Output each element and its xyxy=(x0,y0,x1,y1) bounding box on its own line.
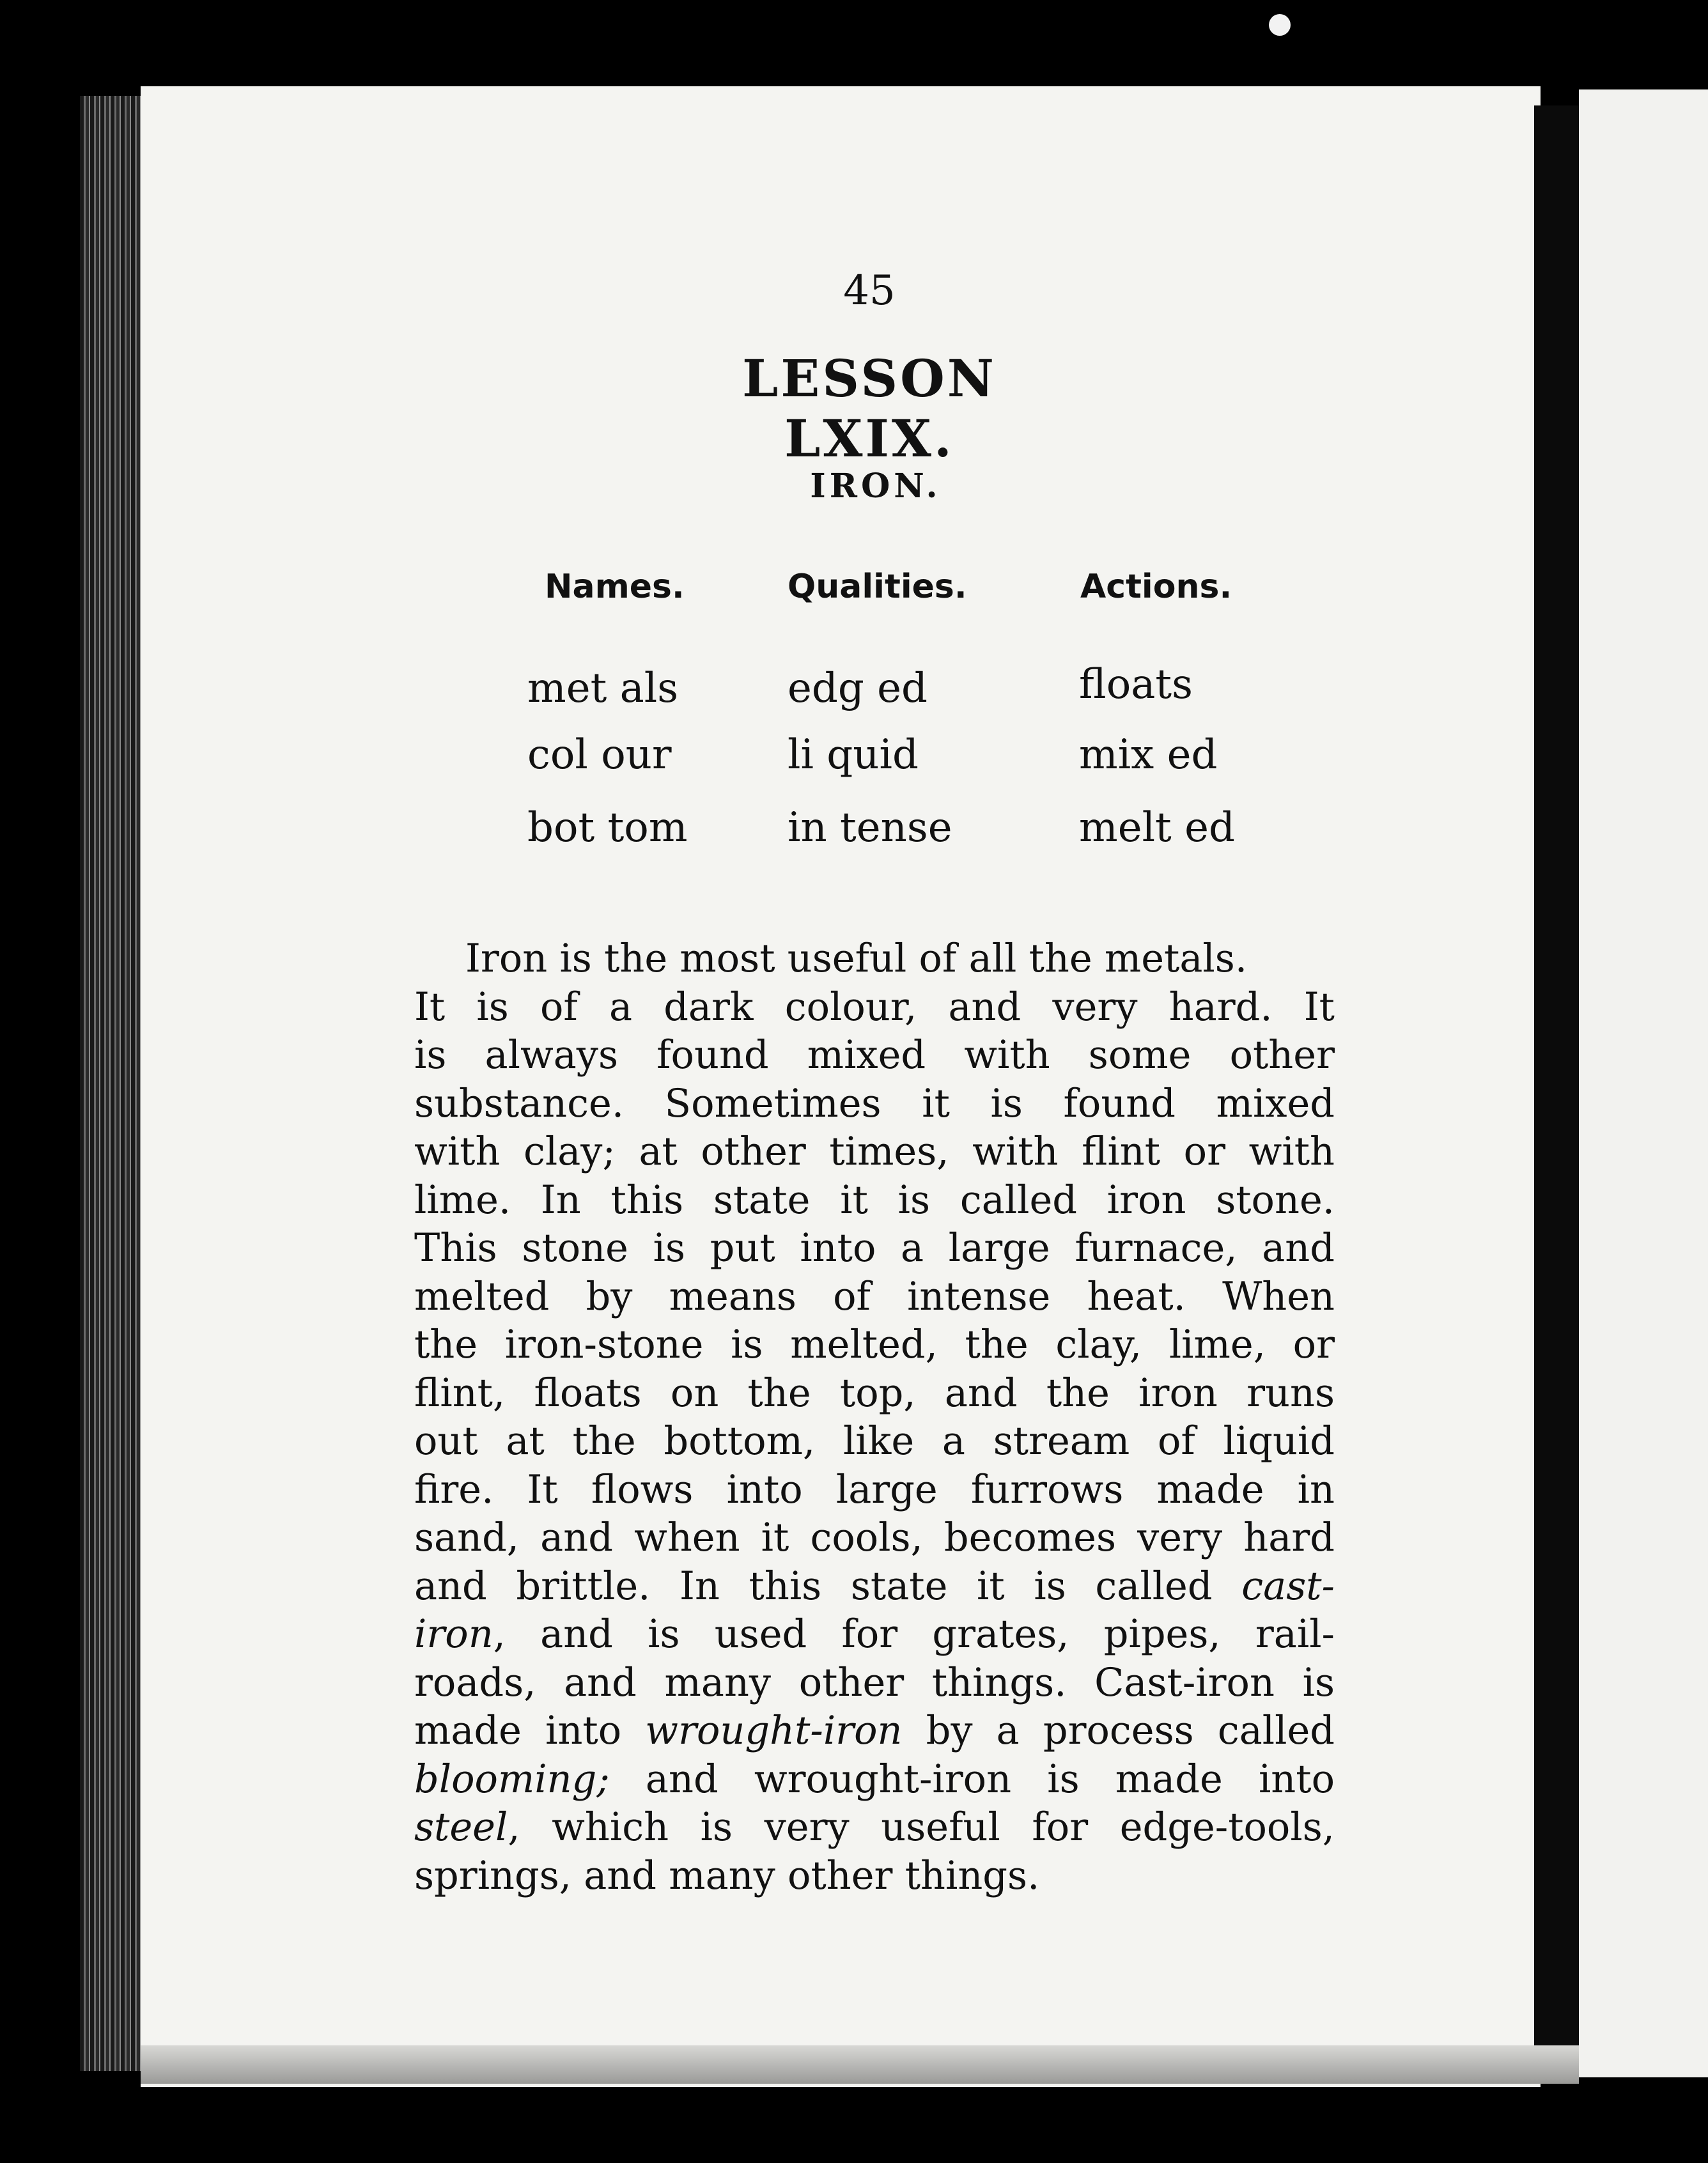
text-run: made into xyxy=(414,1709,646,1753)
paragraph-line xyxy=(414,1659,1335,1708)
text-run: with clay; at other times, with flint or with xyxy=(414,1129,1335,1174)
word-actions-2: mix ed xyxy=(1079,731,1218,779)
paragraph-line xyxy=(414,1804,1335,1852)
lesson-title: LESSON LXIX. xyxy=(742,348,997,469)
text-run: substance. Sometimes it is found mixed xyxy=(414,1081,1335,1126)
text-run: lime. In this state it is called iron stone. xyxy=(414,1177,1335,1223)
paragraph-line xyxy=(414,1032,1335,1080)
text-run: roads, and many other things. Cast-iron is xyxy=(414,1660,1335,1705)
paragraph-line xyxy=(414,1611,1335,1659)
text-run: , which is very useful for edge-tools, xyxy=(508,1805,1335,1850)
paragraph-line xyxy=(414,1177,1335,1225)
page-bottom-edge xyxy=(141,2045,1579,2084)
paragraph-line xyxy=(414,1852,1335,1901)
book-gutter-shadow xyxy=(1534,105,1579,2055)
column-header-qualities: Qualities. xyxy=(788,568,967,606)
text-run: , and is used for grates, pipes, rail- xyxy=(493,1612,1335,1657)
text-run: the iron-stone is melted, the clay, lime, or xyxy=(414,1322,1335,1367)
text-run: is always found mixed with some other xyxy=(414,1033,1335,1078)
text-run: This stone is put into a large furnace, and xyxy=(414,1226,1335,1271)
word-names-1: met als xyxy=(527,665,679,712)
facing-page-edge xyxy=(1579,89,1708,2077)
paragraph-line xyxy=(414,1466,1335,1515)
paragraph-line xyxy=(414,1418,1335,1466)
italic-term: blooming; xyxy=(414,1756,610,1802)
text-run: sand, and when it cools, becomes very hard xyxy=(414,1516,1335,1560)
word-actions-3: melt ed xyxy=(1079,804,1235,851)
word-qualities-1: edg ed xyxy=(788,665,928,712)
word-actions-1: floats xyxy=(1079,661,1193,708)
paragraph-line xyxy=(414,984,1335,1032)
text-run: It is of a dark colour, and very hard. It xyxy=(414,984,1335,1030)
text-run: and wrought-iron is made into xyxy=(609,1756,1335,1802)
italic-term: wrought-iron xyxy=(645,1709,903,1753)
text-run: out at the bottom, like a stream of liquid xyxy=(414,1419,1335,1464)
text-run: by a process called xyxy=(902,1709,1335,1753)
word-names-3: bot tom xyxy=(527,804,688,851)
lesson-paragraph xyxy=(414,935,1335,1900)
text-run: flint, floats on the top, and the iron runs xyxy=(414,1370,1335,1416)
text-run: and brittle. In this state it is called xyxy=(414,1563,1242,1609)
book-spine-edge xyxy=(80,96,144,2071)
column-header-actions: Actions. xyxy=(1080,568,1232,606)
text-run: Iron is the most useful of all the metals. xyxy=(465,936,1248,981)
text-run: fire. It flows into large furrows made in xyxy=(414,1467,1335,1512)
paragraph-line xyxy=(414,1370,1335,1418)
page-number: 45 xyxy=(843,267,896,314)
paragraph-line xyxy=(414,1128,1335,1177)
paragraph-line xyxy=(414,1707,1335,1756)
text-run: springs, and many other things. xyxy=(414,1853,1040,1898)
paragraph-line xyxy=(414,1321,1335,1370)
paragraph-line xyxy=(414,1756,1335,1804)
italic-term: steel xyxy=(414,1805,508,1850)
word-qualities-3: in tense xyxy=(788,804,952,851)
column-header-names: Names. xyxy=(545,568,685,606)
word-qualities-2: li quid xyxy=(788,731,919,779)
paragraph-line xyxy=(414,1563,1335,1611)
text-run: melted by means of intense heat. When xyxy=(414,1274,1335,1319)
paragraph-line xyxy=(414,1514,1335,1563)
italic-term: iron xyxy=(414,1612,493,1657)
scan-speck xyxy=(1269,14,1291,36)
lesson-subject: IRON. xyxy=(810,467,942,506)
paragraph-line xyxy=(414,1273,1335,1322)
italic-term: cast- xyxy=(1241,1563,1335,1609)
paragraph-line xyxy=(414,1225,1335,1273)
paragraph-line xyxy=(414,935,1335,984)
word-names-2: col our xyxy=(527,731,672,779)
paragraph-line xyxy=(414,1080,1335,1129)
